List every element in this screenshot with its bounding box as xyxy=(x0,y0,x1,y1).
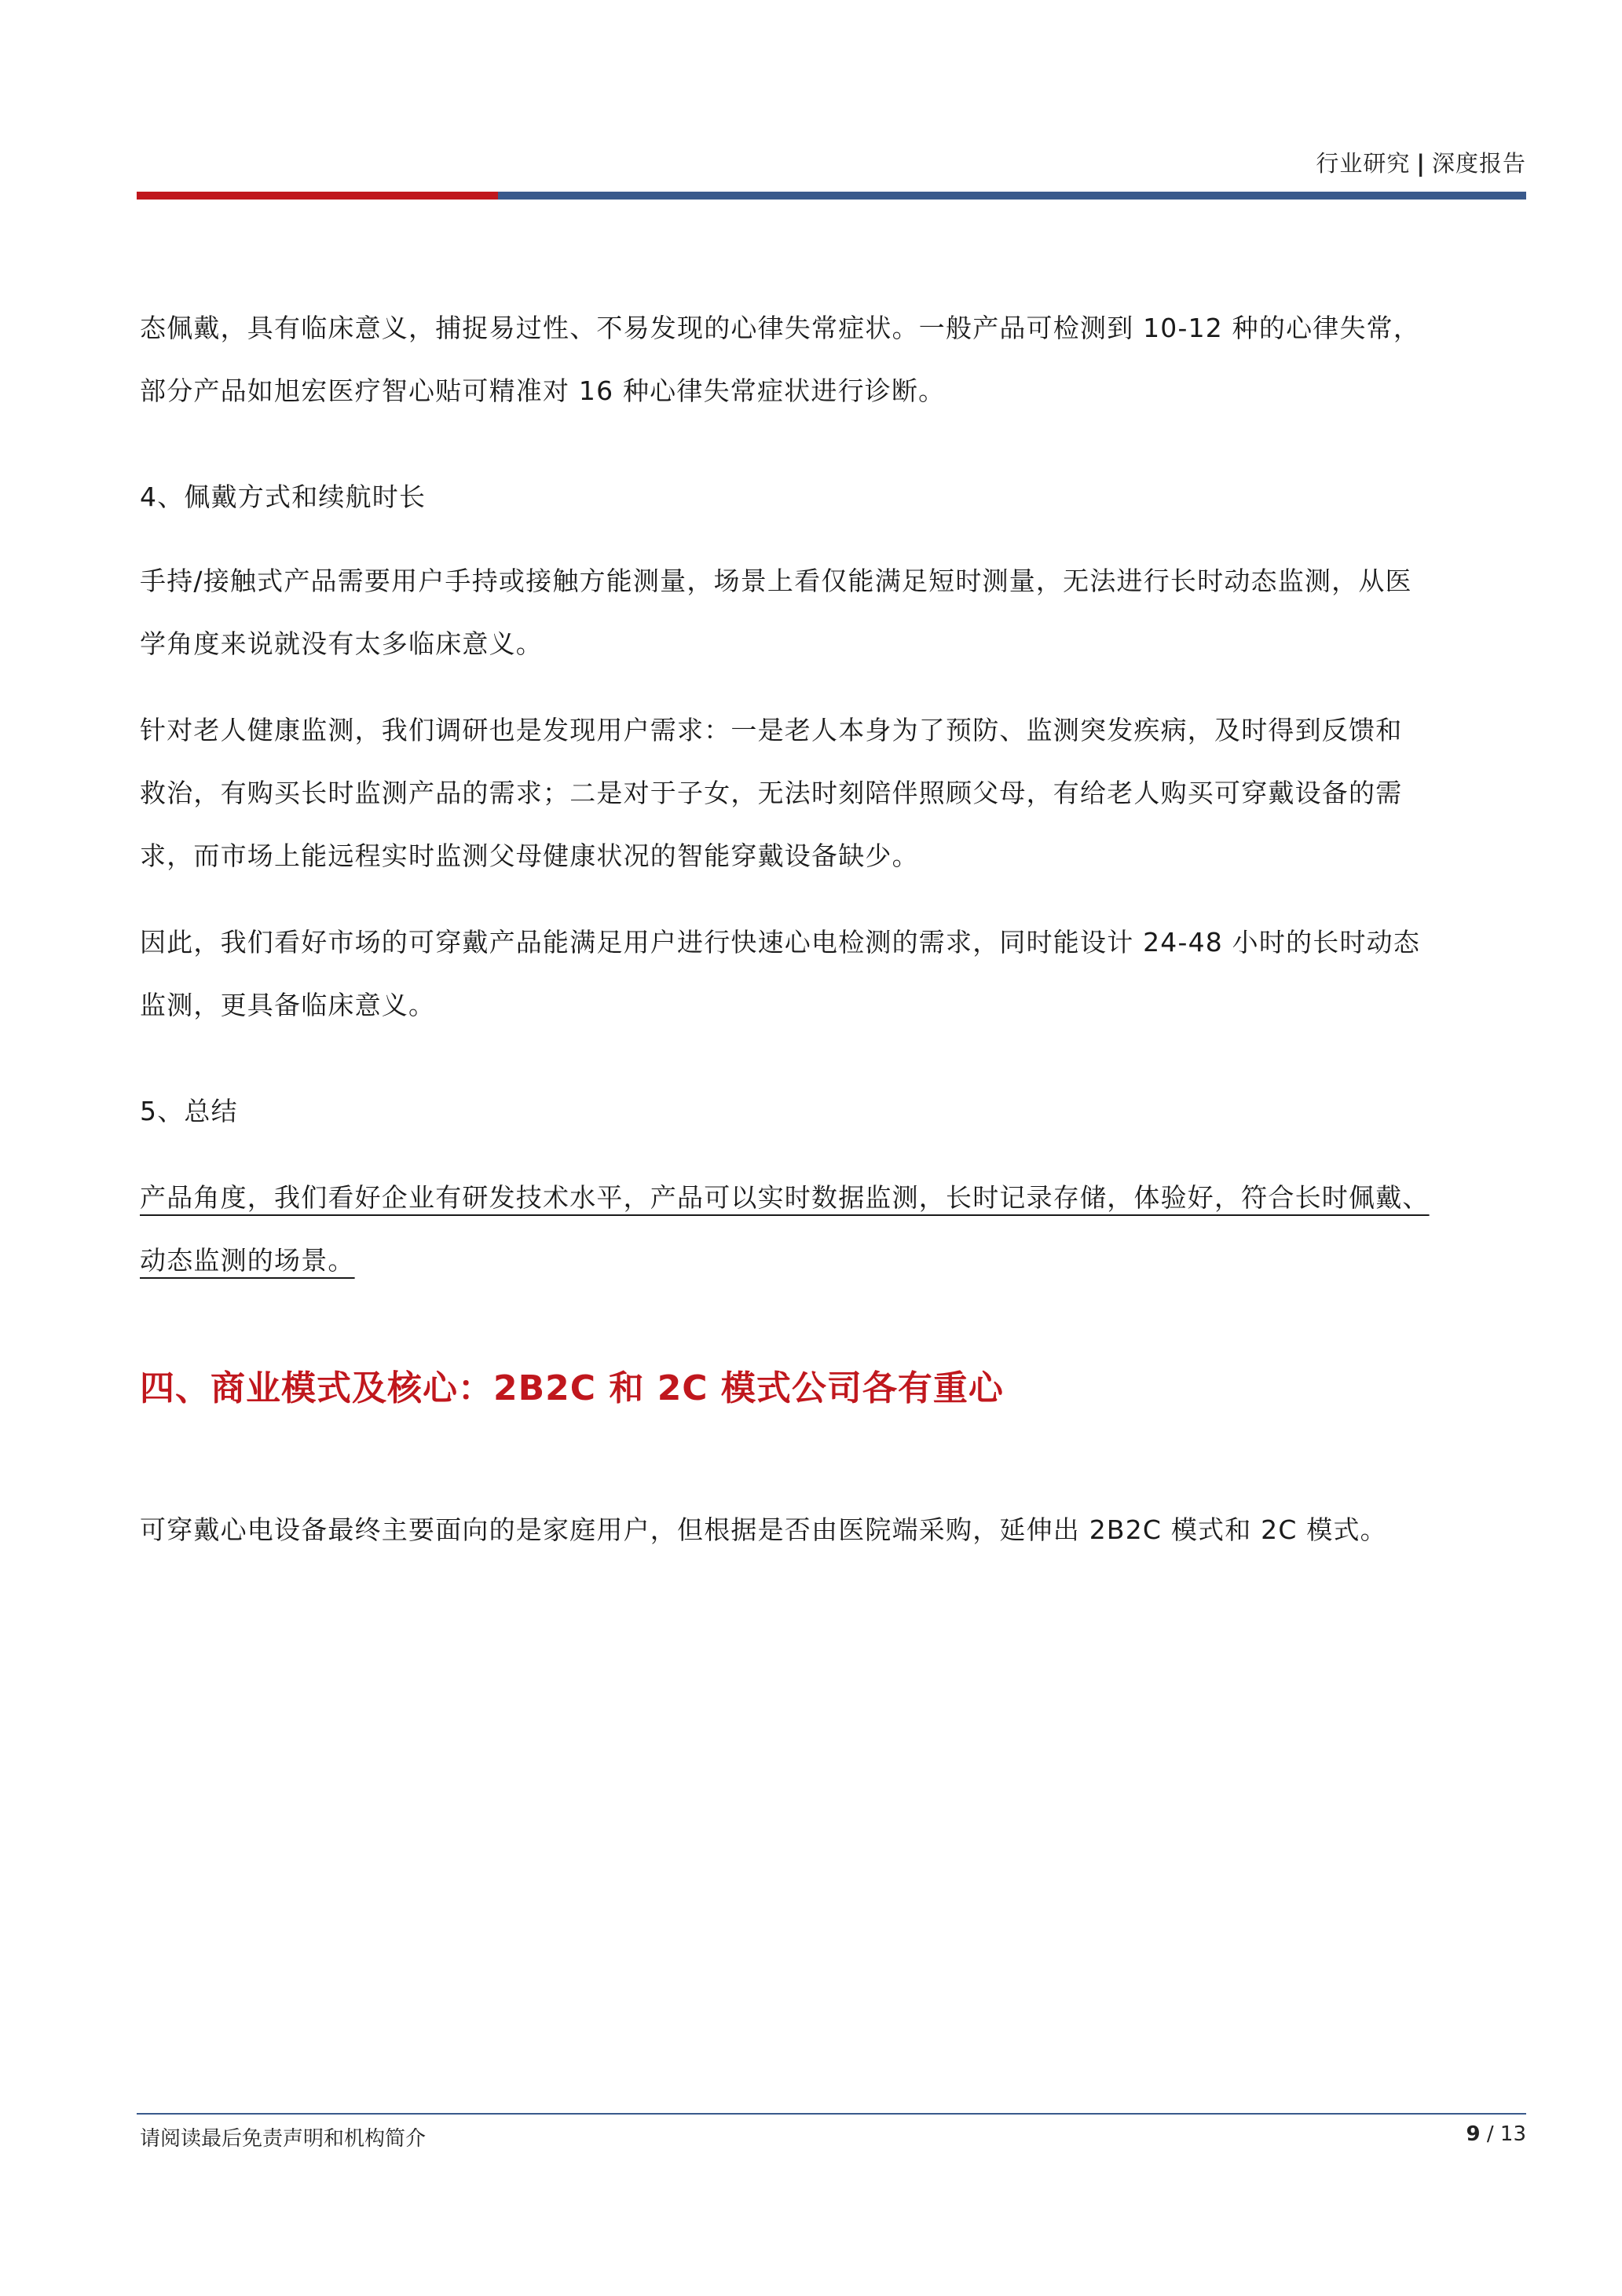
paragraph-line: 可穿戴心电设备最终主要面向的是家庭用户，但根据是否由医院端采购，延伸出 2B2C 模式和 2C 模式。 xyxy=(140,1514,1387,1545)
paragraph-line: 求，而市场上能远程实时监测父母健康状况的智能穿戴设备缺少。 xyxy=(140,840,919,871)
paragraph-line: 态佩戴，具有临床意义，捕捉易过性、不易发现的心律失常症状。一般产品可检测到 10-12 种的心律失常， xyxy=(140,313,1421,343)
header-separator: | xyxy=(1416,150,1426,177)
summary-underlined-text: 动态监测的场景。 xyxy=(140,1245,355,1276)
paragraph-line: 因此，我们看好市场的可穿戴产品能满足用户进行快速心电检测的需求，同时能设计 24-48 小时的长时动态 xyxy=(140,927,1421,958)
page-separator: / xyxy=(1486,2122,1494,2146)
paragraph-line: 救治，有购买长时监测产品的需求；二是对于子女，无法时刻陪伴照顾父母，有给老人购买可穿戴设备的需 xyxy=(140,778,1403,808)
header-bar-red-segment xyxy=(137,192,498,200)
subheading-5: 5、总结 xyxy=(140,1096,238,1126)
paragraph-line: 学角度来说就没有太多临床意义。 xyxy=(140,628,543,659)
paragraph-line: 手持/接触式产品需要用户手持或接触方能测量，场景上看仅能满足短时测量，无法进行长时动态监测，从医 xyxy=(140,566,1412,596)
section-title: 四、商业模式及核心：2B2C 和 2C 模式公司各有重心 xyxy=(140,1368,1004,1408)
header-bar-blue-segment xyxy=(498,192,1526,200)
paragraph-line: 部分产品如旭宏医疗智心贴可精准对 16 种心律失常症状进行诊断。 xyxy=(140,375,946,406)
header-divider-bar xyxy=(137,192,1526,200)
paragraph-line: 针对老人健康监测，我们调研也是发现用户需求：一是老人本身为了预防、监测突发疾病，及时得到反馈和 xyxy=(140,715,1403,745)
header-report-type: 深度报告 xyxy=(1431,150,1526,177)
header-label xyxy=(1316,146,1526,178)
page-number xyxy=(1466,2122,1526,2146)
summary-underlined-text: 产品角度，我们看好企业有研发技术水平，产品可以实时数据监测，长时记录存储，体验好，符合长时佩戴、 xyxy=(140,1182,1430,1213)
footer-disclaimer: 请阅读最后免责声明和机构简介 xyxy=(140,2127,427,2151)
summary-line-wrap xyxy=(140,1166,1475,1229)
subheading-4: 4、佩戴方式和续航时长 xyxy=(140,482,427,512)
page-total: 13 xyxy=(1499,2122,1526,2146)
header-category: 行业研究 xyxy=(1316,150,1411,177)
footer-divider xyxy=(137,2113,1526,2115)
page-current: 9 xyxy=(1466,2122,1481,2146)
summary-line-wrap xyxy=(140,1229,1475,1292)
paragraph-line: 监测，更具备临床意义。 xyxy=(140,990,436,1020)
